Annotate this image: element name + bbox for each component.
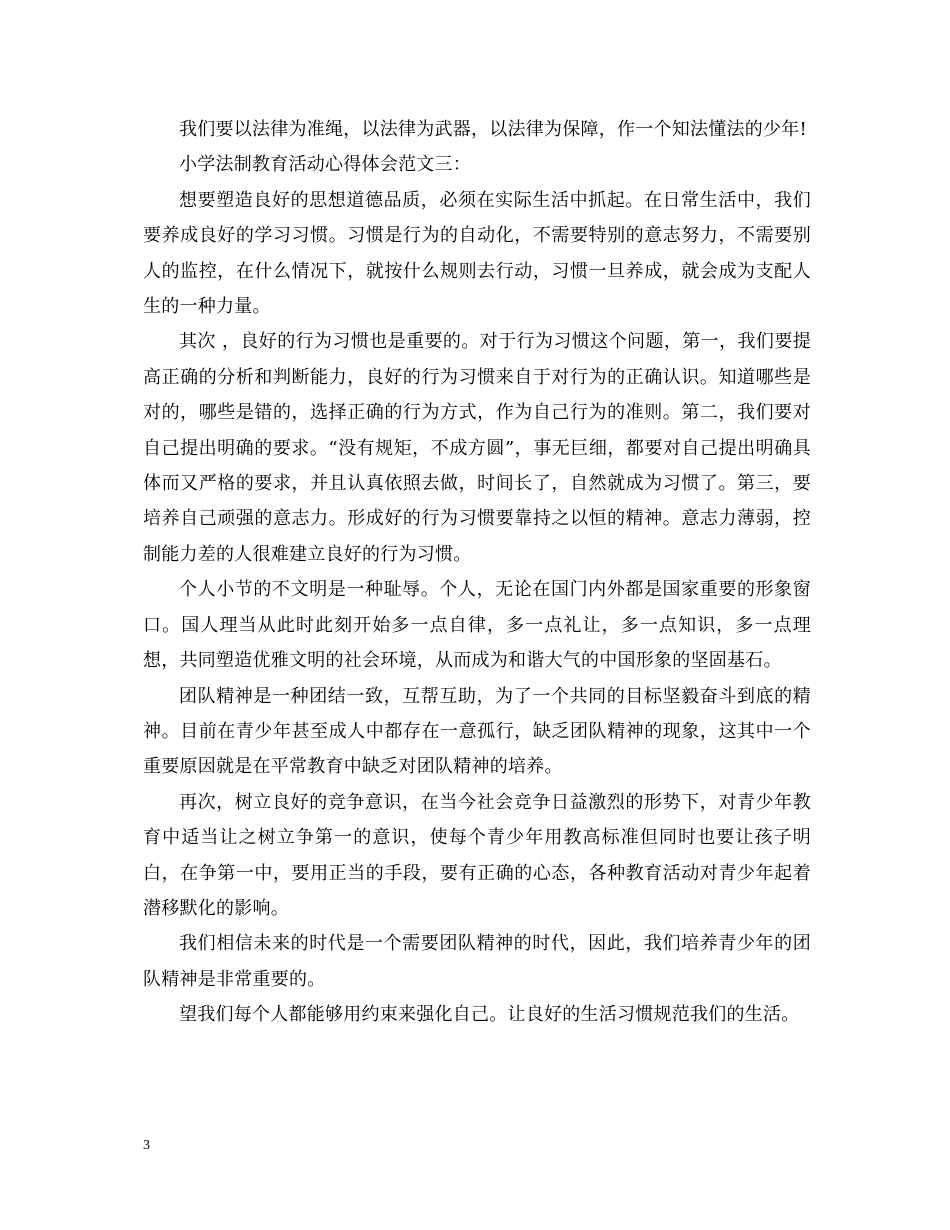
paragraph-7: 再次，树立良好的竞争意识，在当今社会竞争日益激烈的形势下，对青少年教育中适当让之树立争第一的意识，使每个青少年用教高标准但同时也要让孩子明白，在争第一中，要用正当的手段，要有正确的心态，各种教育活动对青少年起着潜移默化的影响。 — [143, 791, 811, 919]
paragraph-1: 我们要以法律为准绳，以法律为武器，以法律为保障，作一个知法懂法的少年! — [179, 119, 807, 140]
paragraph-8: 我们相信未来的时代是一个需要团队精神的时代，因此，我们培养青少年的团队精神是非常重要的。 — [143, 933, 811, 990]
paragraph-4: 其次 ，良好的行为习惯也是重要的。对于行为习惯这个问题，第一，我们要提高正确的分析和判断能力，良好的行为习惯来自于对行为的正确认识。知道哪些是对的，哪些是错的，选择正确的行为方式，作为自己行为的准则。第二，我们要对自己提出明确的要求。“没有规矩，不成方圆”，事无巨细，都要对自己提出明确具体而又严格的要求，并且认真依照去做，时间长了，自然就成为习惯了。第三，要培养自己顽强的意志力。形成好的行为习惯要靠持之以恒的精神。意志力薄弱，控制能力差的人很难建立良好的行为习惯。 — [143, 331, 811, 565]
section-heading: 小学法制教育活动心得体会范文三： — [179, 154, 471, 176]
document-body — [143, 112, 811, 1033]
paragraph-6: 团队精神是一种团结一致，互帮互助，为了一个共同的目标坚毅奋斗到底的精神。目前在青少年甚至成人中都存在一意孤行，缺乏团队精神的现象，这其中一个重要原因就是在平常教育中缺乏对团队精神的培养。 — [143, 685, 811, 778]
paragraph-3: 想要塑造良好的思想道德品质，必须在实际生活中抓起。在日常生活中，我们要养成良好的学习习惯。习惯是行为的自动化，不需要特别的意志努力，不需要别人的监控，在什么情况下，就按什么规则去行动，习惯一旦养成，就会成为支配人生的一种力量。 — [143, 189, 811, 318]
paragraph-5: 个人小节的不文明是一种耻辱。个人，无论在国门内外都是国家重要的形象窗口。国人理当从此时此刻开始多一点自律，多一点礼让，多一点知识，多一点理想，共同塑造优雅文明的社会环境，从而成为和谐大气的中国形象的坚固基石。 — [143, 579, 811, 672]
paragraph-9: 望我们每个人都能够用约束来强化自己。让良好的生活习惯规范我们的生活。 — [179, 1004, 800, 1026]
page-number: 3 — [143, 1138, 150, 1153]
